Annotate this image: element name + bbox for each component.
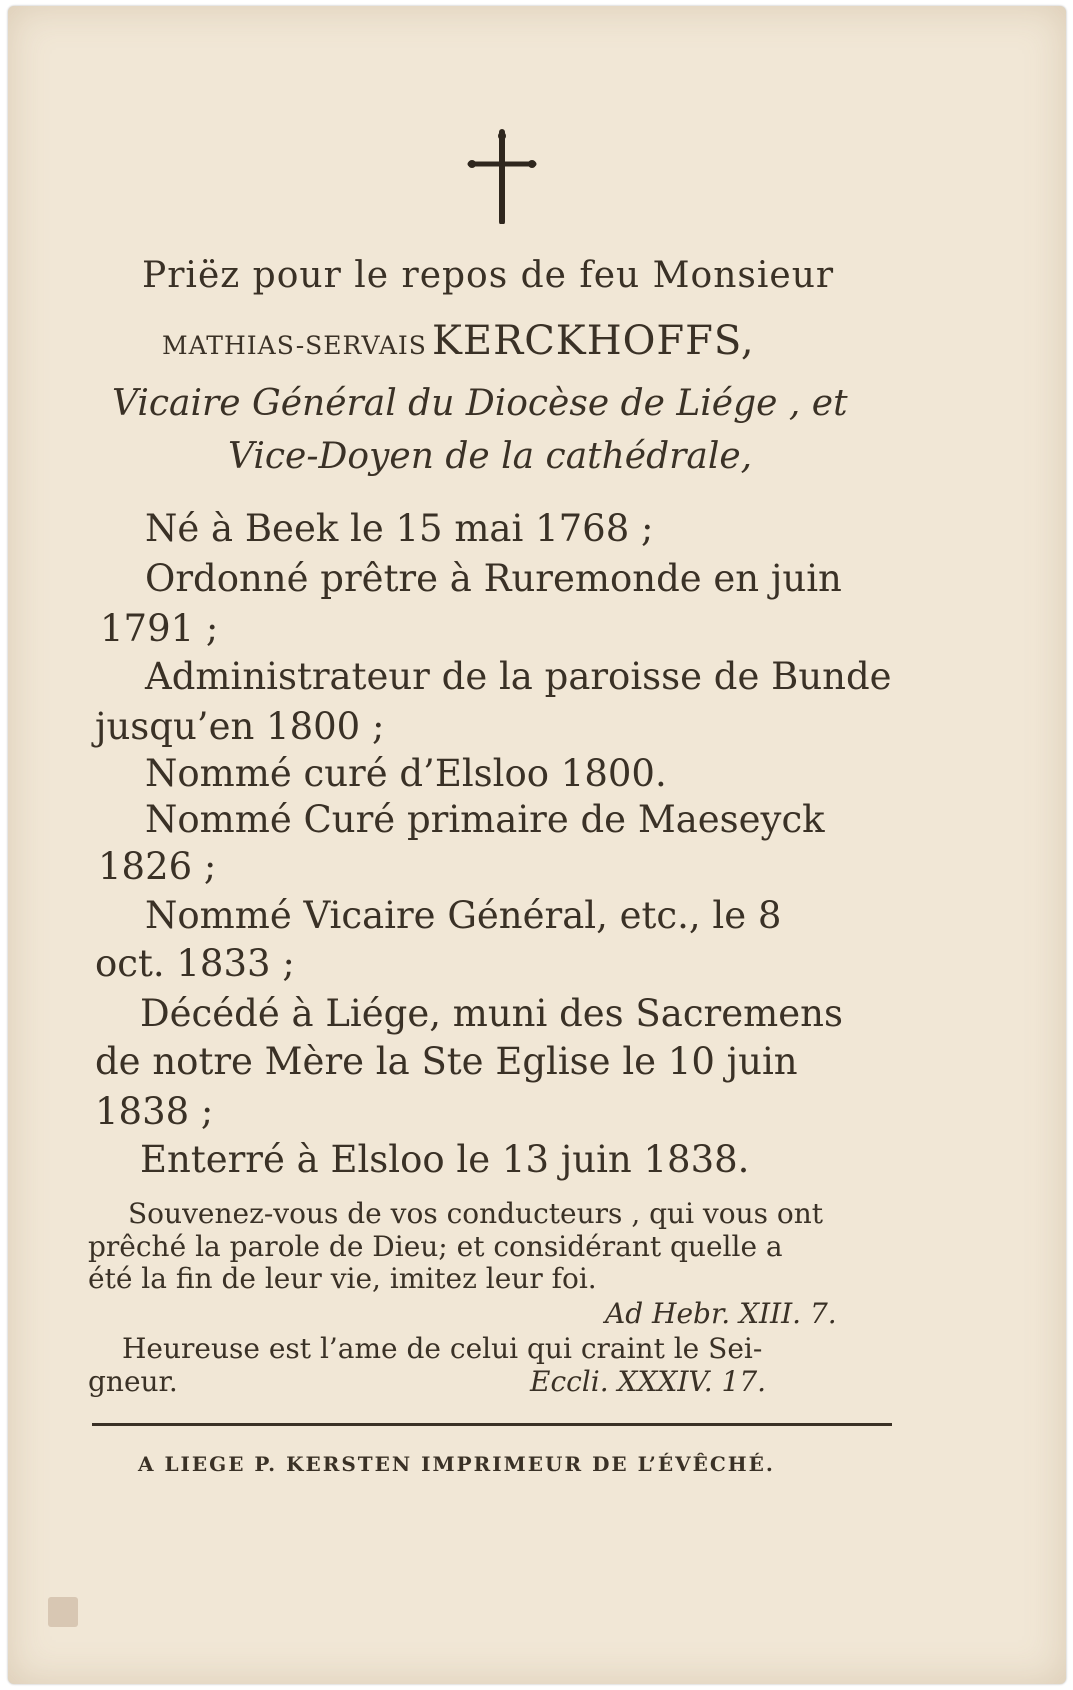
divider-rule <box>92 1423 892 1426</box>
deceased-first-name: MATHIAS-SERVAIS <box>162 331 427 360</box>
body-line-1: Né à Beek le 15 mai 1768 ; <box>145 507 654 550</box>
crest-stamp <box>48 1597 78 1627</box>
imprint: A LIEGE P. KERSTEN IMPRIMEUR DE L’ÉVÊCHÉ. <box>138 1452 775 1476</box>
prayer-line: Priëz pour le repos de feu Monsieur <box>142 255 835 296</box>
body-line-3: 1791 ; <box>100 607 219 650</box>
body-line-14: Enterré à Elsloo le 13 juin 1838. <box>140 1138 750 1181</box>
title-line-2: Vice-Doyen de la cathédrale, <box>228 436 753 477</box>
quote-line-5: gneur. <box>88 1365 178 1398</box>
quote-line-3: été la fin de leur vie, imitez leur foi. <box>88 1262 597 1295</box>
deceased-last-name: KERCKHOFFS <box>432 318 741 364</box>
body-line-2: Ordonné prêtre à Ruremonde en juin <box>145 557 842 600</box>
quote-line-2: prêché la parole de Dieu; et considérant quelle a <box>88 1230 783 1263</box>
quote-line-4: Heureuse est l’ame de celui qui craint le Sei- <box>122 1332 763 1365</box>
cross-icon <box>466 128 538 224</box>
body-line-6: Nommé curé d’Elsloo 1800. <box>145 752 667 795</box>
body-line-4: Administrateur de la paroisse de Bunde <box>145 655 892 698</box>
body-line-10: oct. 1833 ; <box>95 942 295 985</box>
quote-ref-1: Ad Hebr. XIII. 7. <box>605 1297 837 1330</box>
title-line-1: Vicaire Général du Diocèse de Liége , et <box>112 383 848 424</box>
quote-ref-2: Eccli. XXXIV. 17. <box>530 1365 767 1398</box>
body-line-5: jusqu’en 1800 ; <box>95 705 385 748</box>
body-line-13: 1838 ; <box>95 1090 214 1133</box>
quote-line-1: Souvenez-vous de vos conducteurs , qui vous ont <box>128 1197 824 1230</box>
name-punctuation: , <box>740 318 755 364</box>
body-line-7: Nommé Curé primaire de Maeseyck <box>145 798 825 841</box>
body-line-9: Nommé Vicaire Général, etc., le 8 <box>145 894 782 937</box>
body-line-12: de notre Mère la Ste Eglise le 10 juin <box>95 1040 798 1083</box>
body-line-11: Décédé à Liége, muni des Sacremens <box>140 992 843 1035</box>
body-line-8: 1826 ; <box>98 845 217 888</box>
deceased-name <box>162 318 755 364</box>
